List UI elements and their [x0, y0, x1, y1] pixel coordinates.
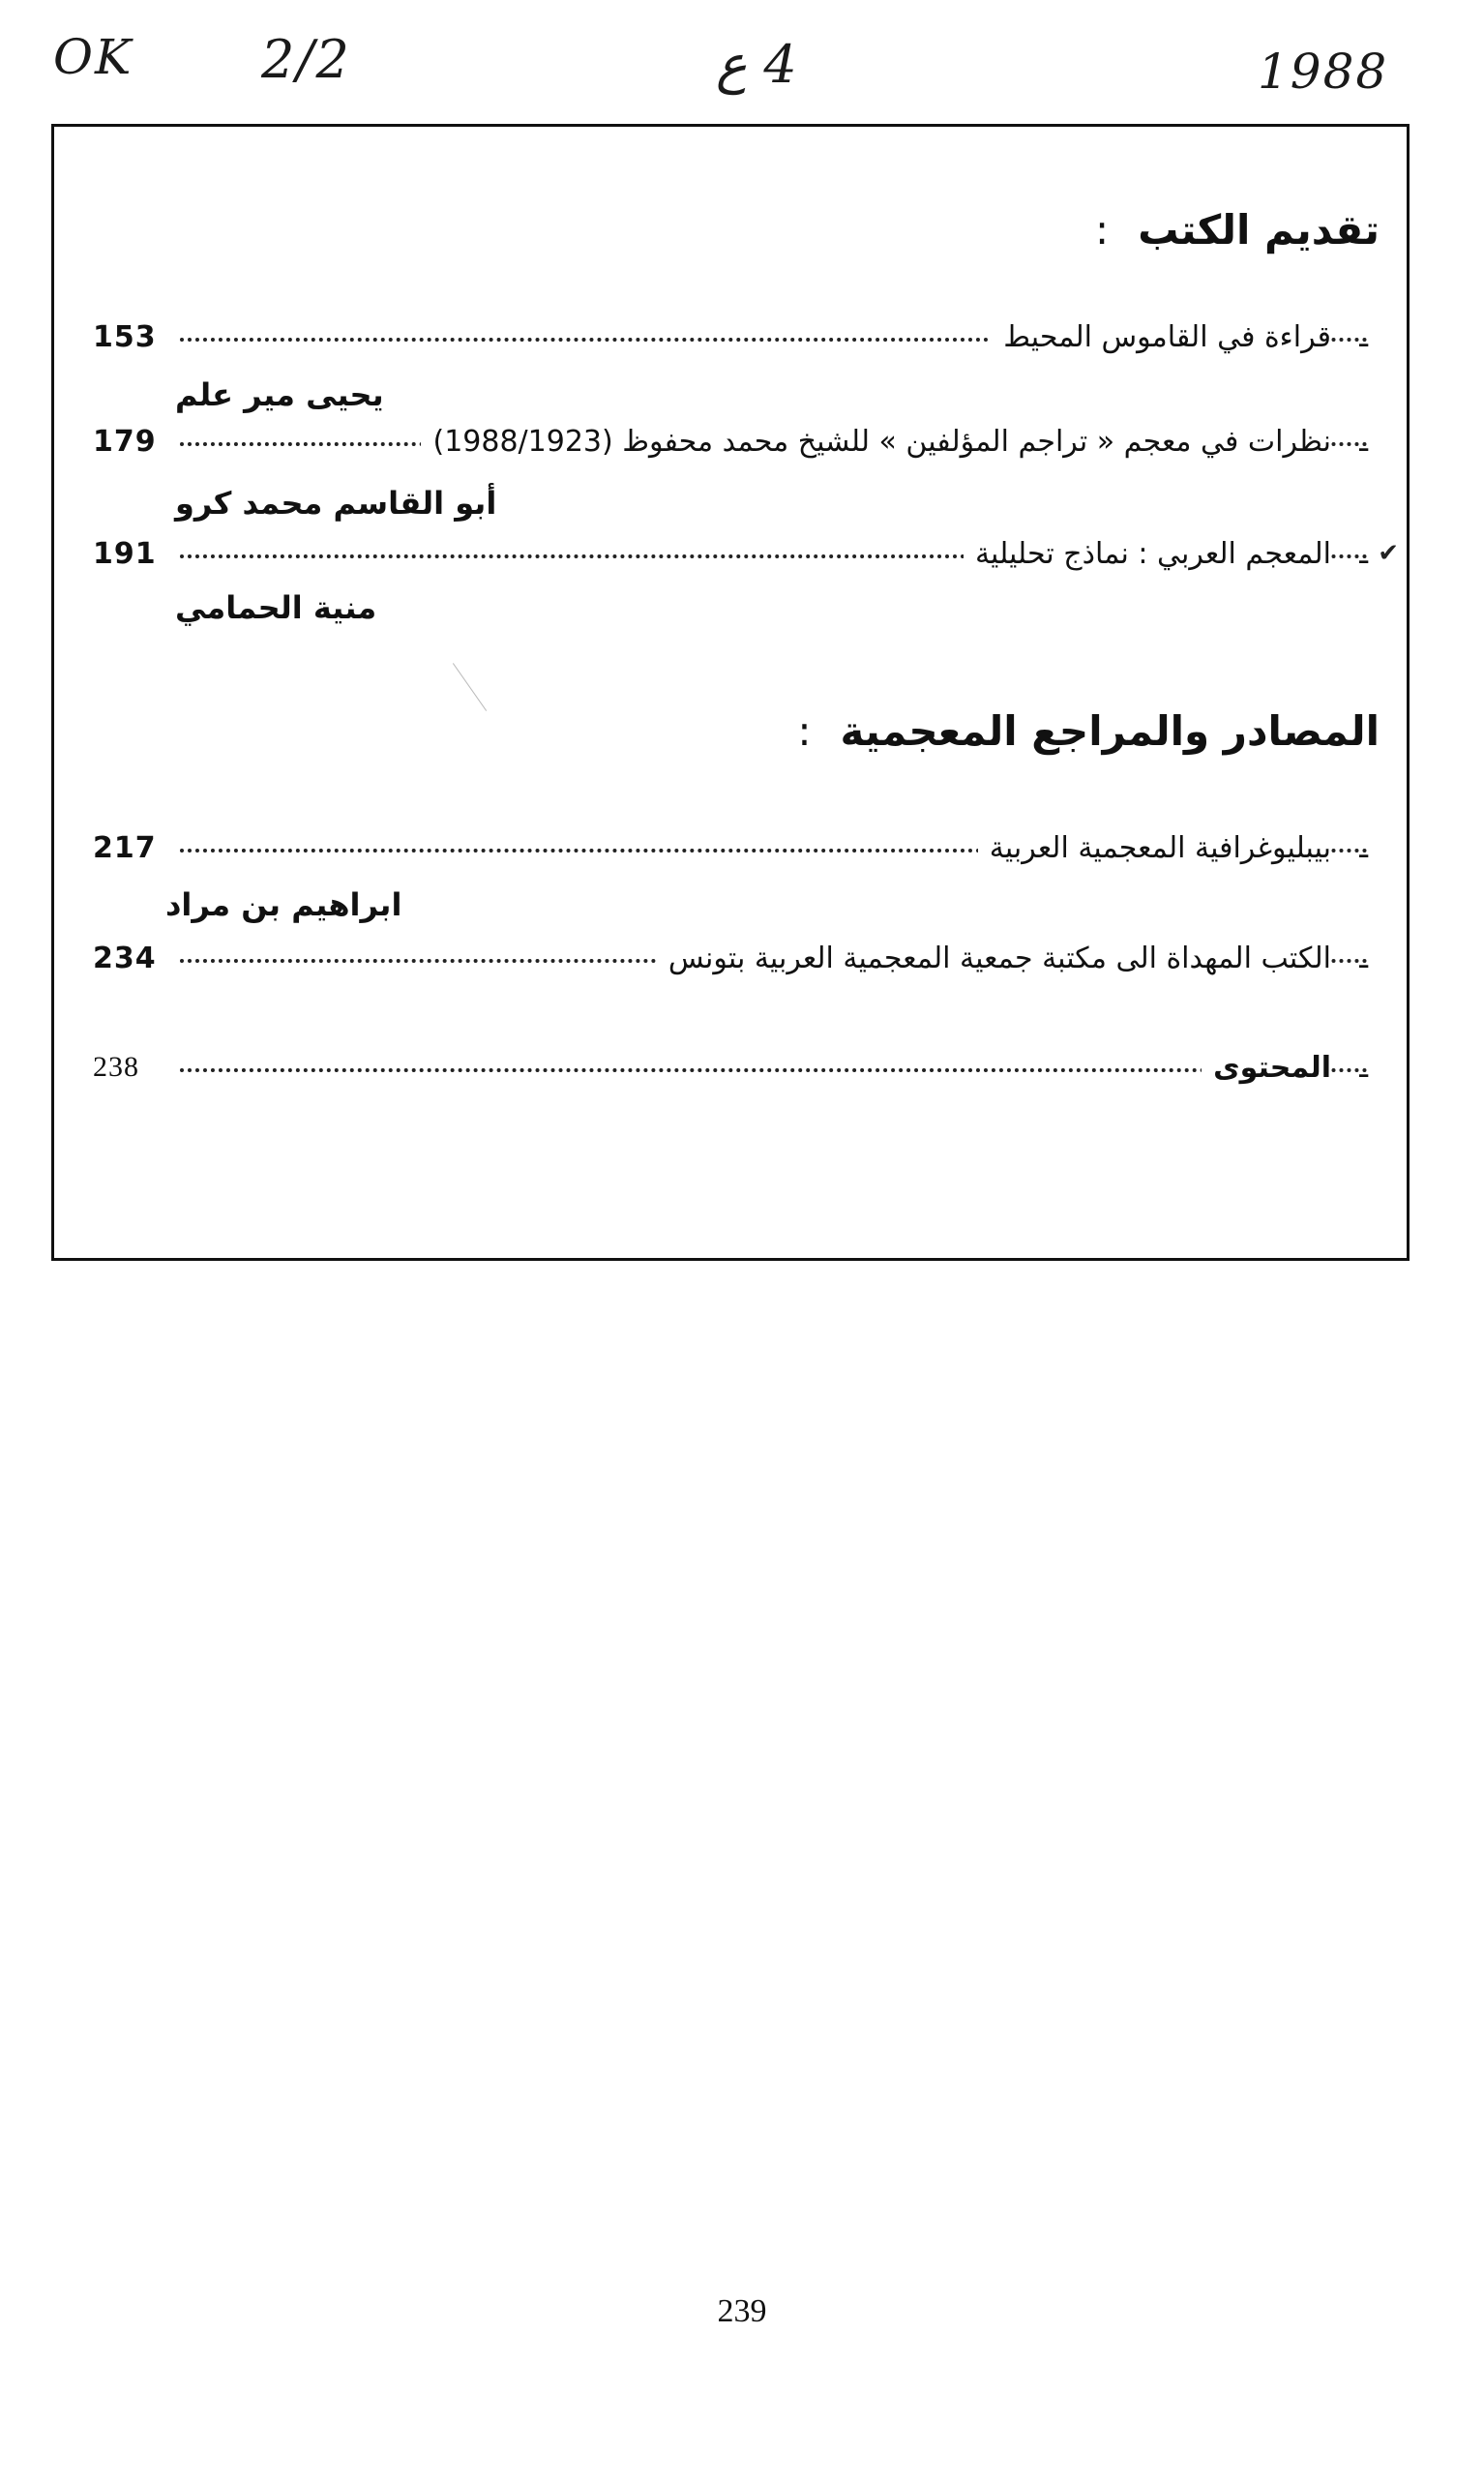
handwritten-year-mark: 1988	[1258, 44, 1389, 100]
entry-page-number: 179	[93, 425, 170, 459]
entry-dash: ـ	[1359, 942, 1368, 975]
handwritten-center-mark: 4 ع	[716, 34, 797, 95]
entry-dash: ـ	[1359, 425, 1368, 459]
entry-title: بيبليوغرافية المعجمية العربية	[978, 831, 1331, 865]
toc-entry[interactable]	[93, 425, 1368, 473]
handwritten-fraction-mark: 2/2	[261, 29, 351, 90]
toc-entry[interactable]	[93, 537, 1368, 585]
entry-title: الكتب المهداة الى مكتبة جمعية المعجمية العربية بتونس	[657, 942, 1331, 975]
section-title-book-reviews	[1095, 206, 1380, 254]
entry-page-number: 153	[93, 320, 170, 354]
entry-page-number: 234	[93, 942, 170, 975]
toc-entry[interactable]	[93, 942, 1368, 990]
dot-leader	[180, 1068, 1368, 1072]
entry-title: المعجم العربي : نماذج تحليلية	[964, 537, 1331, 571]
entry-page-number: 217	[93, 831, 170, 865]
toc-entry[interactable]	[93, 831, 1368, 880]
section-title-text: المصادر والمراجع المعجمية	[840, 707, 1380, 755]
entry-author: يحيى مير علم	[175, 376, 384, 413]
entry-author: ابراهيم بن مراد	[165, 886, 402, 923]
section-title-colon: :	[797, 707, 812, 755]
entry-title: المحتوى	[1202, 1051, 1331, 1085]
entry-dash: ـ	[1359, 831, 1368, 865]
handwritten-ok-mark: OK	[53, 29, 134, 85]
entry-title: قراءة في القاموس المحيط	[992, 320, 1331, 354]
toc-entry[interactable]	[93, 1051, 1368, 1099]
entry-page-number: 238	[93, 1051, 153, 1084]
entry-author: منية الحمامي	[175, 589, 377, 626]
section-title-sources	[797, 707, 1380, 755]
check-icon: ✔	[1378, 539, 1399, 568]
entry-title: نظرات في معجم « تراجم المؤلفين » للشيخ محمد محفوظ (1988/1923)	[421, 425, 1331, 459]
entry-page-number: 191	[93, 537, 170, 571]
section-title-text: تقديم الكتب	[1138, 206, 1380, 254]
entry-dash: ـ	[1359, 1051, 1368, 1085]
entry-author: أبو القاسم محمد كرو	[175, 485, 497, 522]
page-number: 239	[717, 2293, 767, 2329]
entry-dash: ـ	[1359, 320, 1368, 354]
section-title-colon: :	[1095, 206, 1110, 254]
entry-dash: ـ	[1359, 537, 1368, 571]
toc-frame	[51, 124, 1410, 1261]
toc-entry[interactable]	[93, 320, 1368, 369]
